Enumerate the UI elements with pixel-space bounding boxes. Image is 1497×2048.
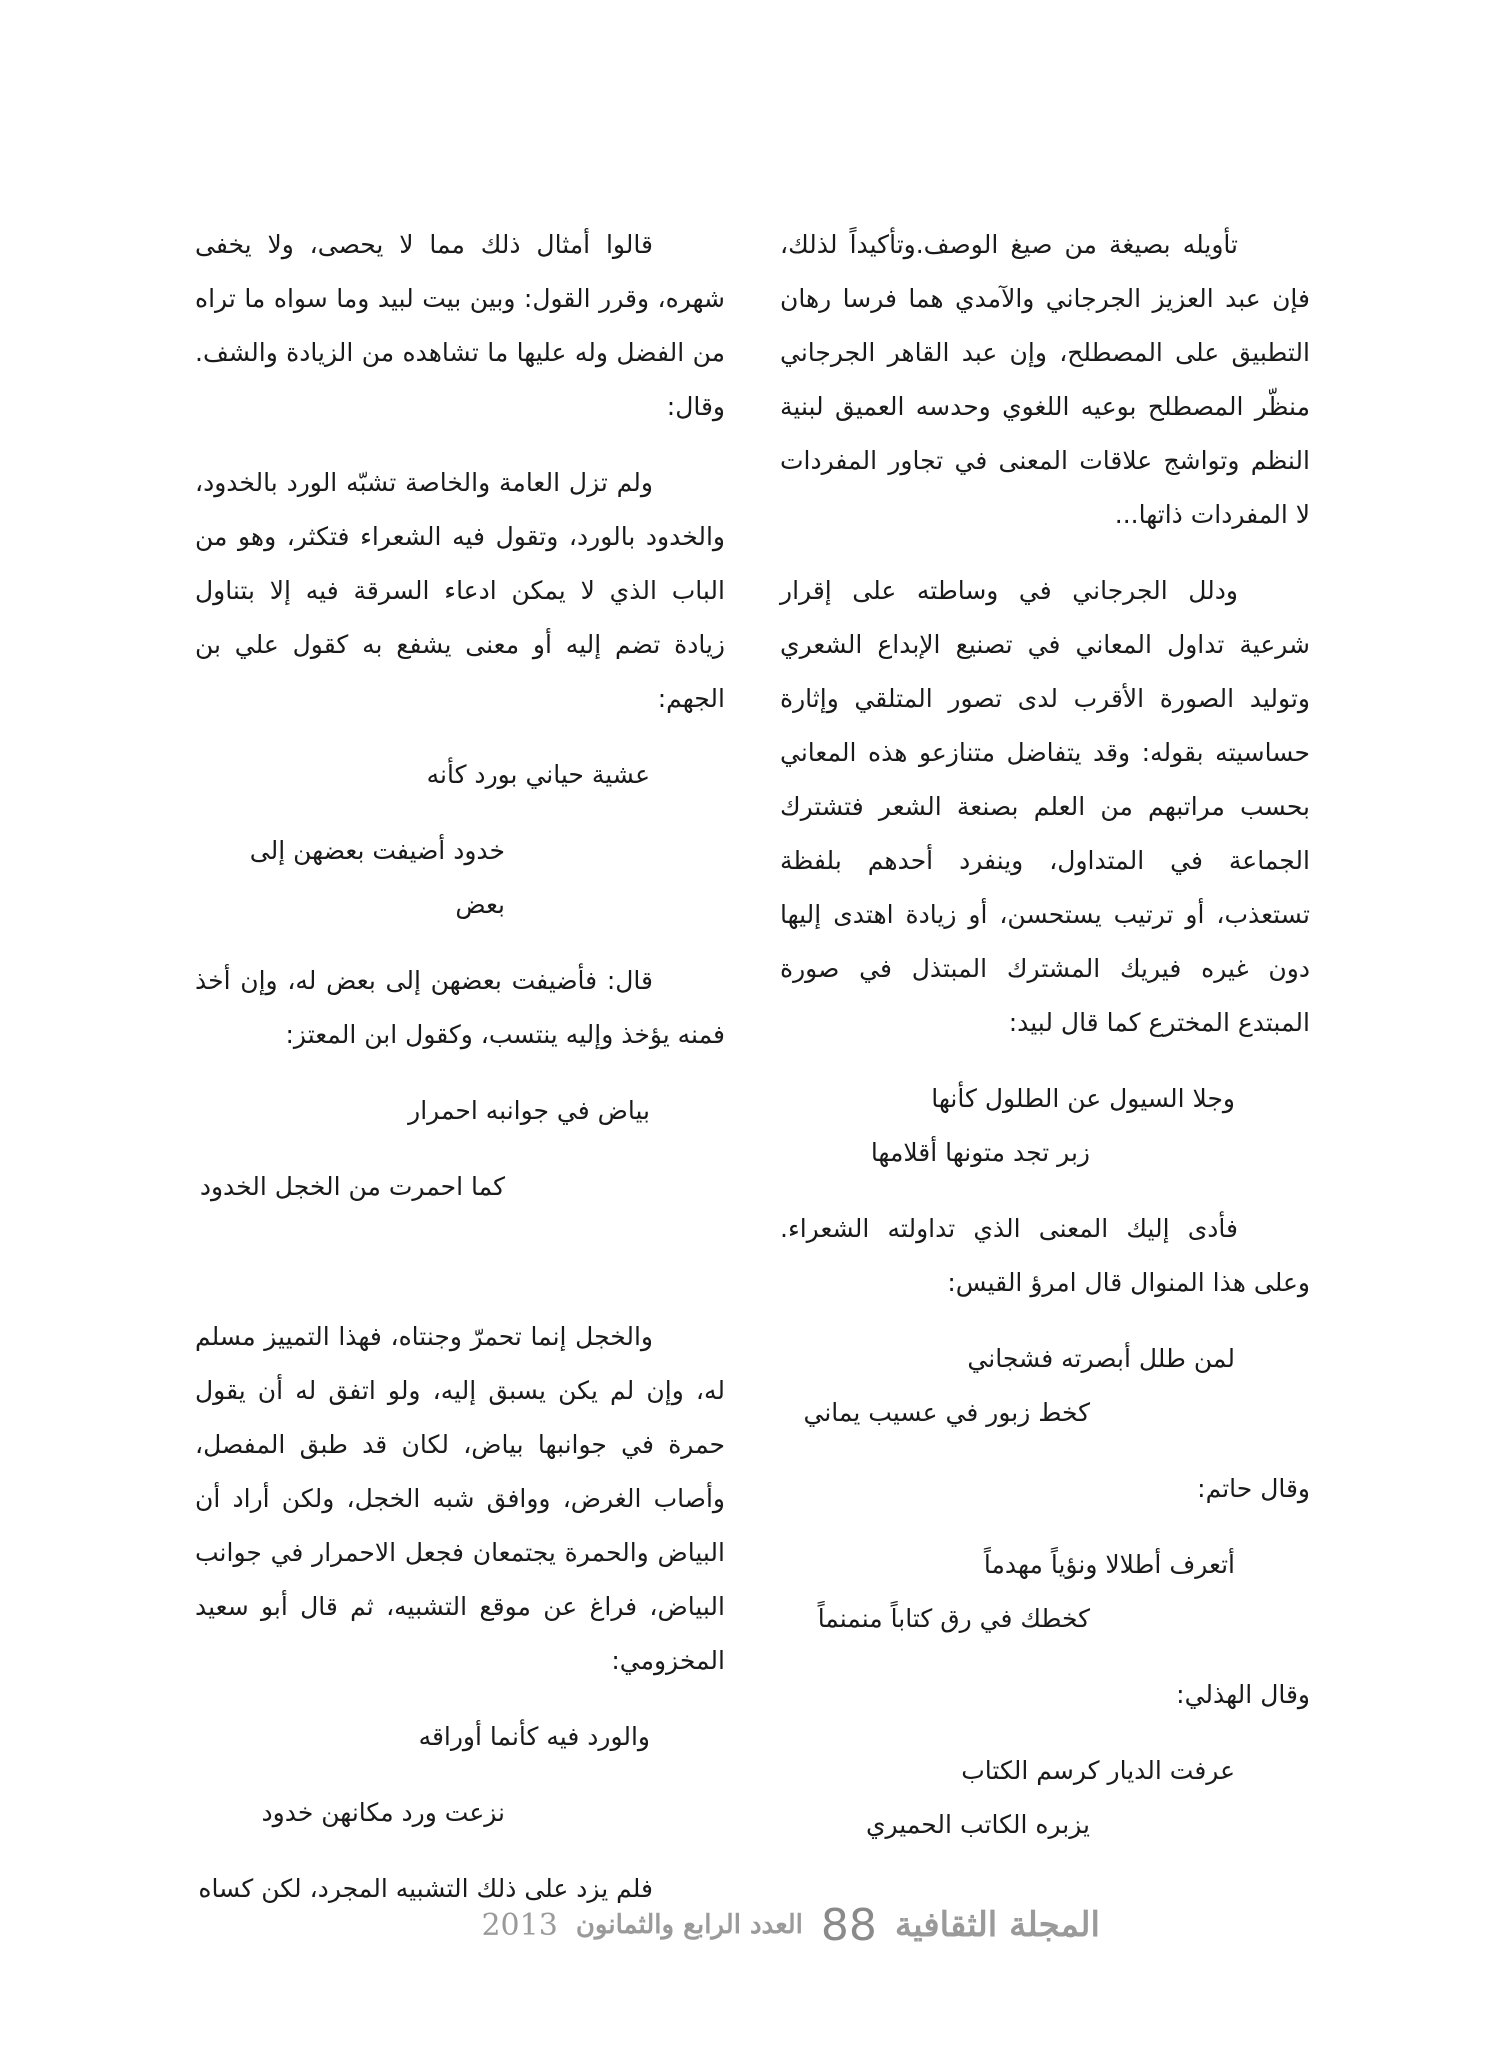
verse-line: لمن طلل أبصرته فشجاني (967, 1344, 1235, 1373)
paragraph: فأدى إليك المعنى الذي تداولته الشعراء. وعلى هذا المنوال قال امرؤ القيس: (780, 1214, 1310, 1297)
paragraph: قالوا أمثال ذلك مما لا يحصى، ولا يخفى شهره، وقرر القول: وبين بيت لبيد وما سواه ما تراه من الفضل وله عليها ما تشاهده من الزيادة والشف. وقال: (195, 230, 725, 421)
paragraph: تأويله بصيغة من صيغ الوصف.وتأكيداً لذلك، فإن عبد العزيز الجرجاني والآمدي هما فرسا رهان التطبيق على المصطلح، وإن عبد القاهر الجرجاني منظّر المصطلح بوعيه اللغوي وحدسه العميق لبنية النظم وتواشج علاقات المعنى في تجاور المفردات لا المفردات ذاتها... (780, 230, 1310, 529)
issue-label: العدد الرابع والثمانون (575, 1910, 803, 1940)
verse-line: عرفت الديار كرسم الكتاب (961, 1756, 1235, 1785)
paragraph: والخجل إنما تحمرّ وجنتاه، فهذا التمييز مسلم له، وإن لم يكن يسبق إليه، ولو اتفق له أن يقول حمرة في جوانبها بياض، لكان قد طبق المفصل، وأصاب الغرض، ووافق شبه الخجل، ولكن أراد أن البياض والحمرة يجتمعان فجعل الاحمرار في جوانب البياض، فراغ عن موقع التشبيه، ثم قال أبو سعيد المخزومي: (195, 1322, 725, 1675)
verse-line: يزبره الكاتب الحميري (865, 1810, 1090, 1839)
verse-line: والورد فيه كأنما أوراقه (418, 1722, 650, 1751)
paragraph: ولم تزل العامة والخاصة تشبّه الورد بالخدود، والخدود بالورد، وتقول فيه الشعراء فتكثر، وهو من الباب الذي لا يمكن ادعاء السرقة فيه إلا بتناول زيادة تضم إليه أو معنى يشفع به كقول علي بن الجهم: (195, 468, 725, 713)
paragraph: ودلل الجرجاني في وساطته على إقرار شرعية تداول المعاني في تصنيع الإبداع الشعري وتوليد الصورة الأقرب لدى تصور المتلقي وإثارة حساسيته بقوله: وقد يتفاضل متنازعو هذه المعاني بحسب مراتبهم من العلم بصنعة الشعر فتشترك الجماعة في المتداول، وينفرد أحدهم بلفظة تستعذب، أو ترتيب يستحسن، أو زيادة اهتدى إليها دون غيره فيريك المشترك المبتذل في صورة المبتدع المخترع كما قال لبيد: (780, 576, 1310, 1037)
verse-line: نزعت ورد مكانهن خدود (261, 1798, 505, 1827)
quote-intro: وقال حاتم: (1197, 1474, 1310, 1503)
paragraph: فلم يزد على ذلك التشبيه المجرد، لكن كساه (198, 1874, 653, 1903)
magazine-name: المجلة الثقافية (894, 1905, 1100, 1945)
verse-line: كخط زبور في عسيب يماني (803, 1398, 1090, 1427)
page-number: 88 (820, 1899, 877, 1951)
verse-line: كما احمرت من الخجل الخدود (199, 1172, 505, 1201)
paragraph: قال: فأضيفت بعضهن إلى بعض له، وإن أخذ فمنه يؤخذ وإليه ينتسب، وكقول ابن المعتز: (195, 966, 725, 1049)
verse-line: كخطك في رق كتاباً منمنماً (817, 1604, 1090, 1633)
left-column (195, 218, 725, 1938)
issue-year: 2013 (481, 1907, 558, 1943)
verse-line: خدود أضيفت بعضهن إلى بعض (249, 836, 505, 919)
verse-line: وجلا السيول عن الطلول كأنها (931, 1084, 1235, 1113)
verse-line: عشية حياني بورد كأنه (426, 760, 650, 789)
verse-line: زبر تجد متونها أقلامها (870, 1138, 1090, 1167)
quote-intro: وقال الهذلي: (1176, 1680, 1310, 1709)
verse-line: أتعرف أطلالا ونؤياً مهدماً (983, 1550, 1235, 1579)
page-footer (440, 1895, 1100, 1955)
verse-line: بياض في جوانبه احمرار (408, 1096, 650, 1125)
right-column (780, 218, 1310, 1852)
